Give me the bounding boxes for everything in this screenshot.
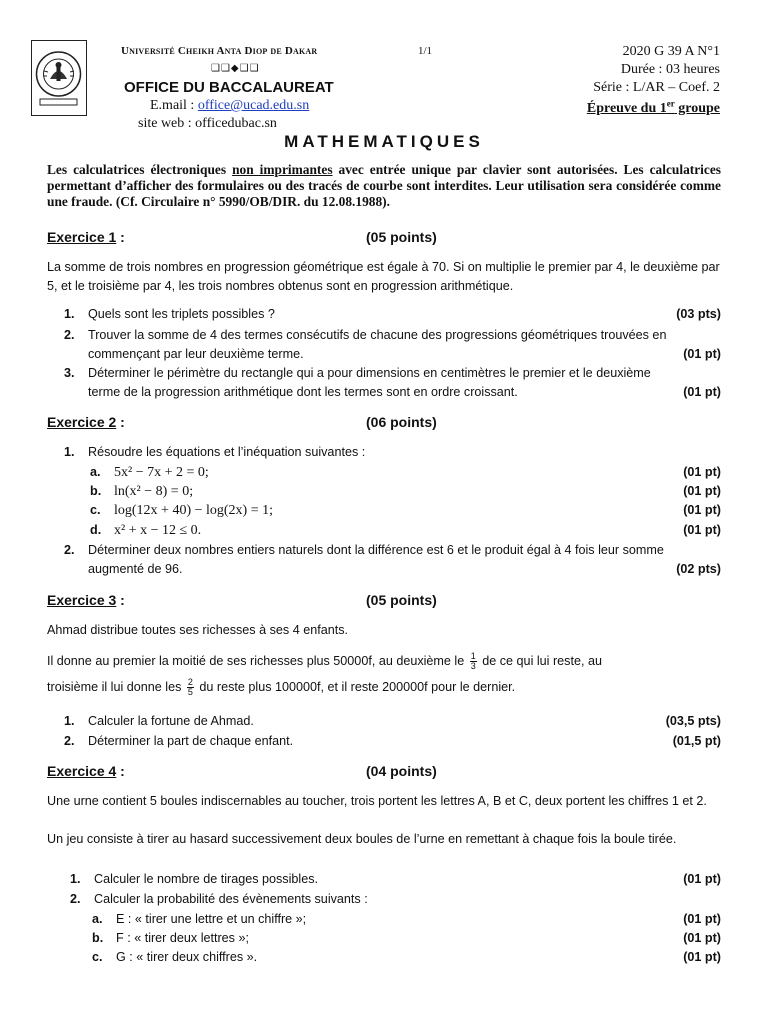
question-number: 3.: [64, 366, 75, 380]
sub-question-letter: a.: [92, 912, 103, 926]
question-points: (01 pt): [683, 385, 721, 399]
exercise-3-label: Exercice 3: [47, 592, 117, 608]
question-text: Calculer la fortune de Ahmad.: [88, 714, 254, 728]
question-points: (03,5 pts): [665, 714, 721, 728]
event-text: E : « tirer une lettre et un chiffre »;: [116, 912, 307, 926]
question-number: 2.: [64, 734, 75, 748]
question-number: 1.: [70, 872, 81, 886]
exercise-3-question-1: [64, 712, 721, 731]
exercise-2-colon: :: [116, 414, 125, 430]
exercise-3-points: (05 points): [366, 592, 437, 608]
exercise-1-colon: :: [116, 229, 125, 245]
fraction-denominator: 5: [187, 687, 193, 698]
ornament: ❑❑◆❑❑: [211, 63, 260, 74]
question-text: Trouver la somme de 4 des termes consécutifs de chacune des progressions géométriques trouvées en commençant par leur deuxième terme.: [88, 328, 667, 361]
sub-question-letter: b.: [92, 931, 104, 945]
exercise-4-sub-c: [92, 948, 721, 967]
exam-series: Série : L/AR – Coef. 2: [593, 80, 720, 95]
question-points: (01 pt): [683, 347, 721, 361]
question-points: (01 pt): [683, 872, 721, 886]
university-name: Université Cheikh Anta Diop de Dakar: [121, 45, 318, 57]
sub-question-points: (01 pt): [683, 484, 721, 498]
question-number: 1.: [64, 714, 75, 728]
intro-text: Il donne au premier la moitié de ses richesses plus 50000f, au deuxième le: [47, 654, 468, 668]
sub-question-points: (01 pt): [683, 503, 721, 517]
question-number: 2.: [70, 892, 81, 906]
question-number: 2.: [64, 328, 75, 342]
exercise-3-question-2: [64, 732, 721, 751]
epreuve-text: [586, 98, 720, 116]
fraction-one-third: [470, 652, 477, 671]
exercise-1-title: [47, 229, 125, 245]
sub-question-points: (01 pt): [683, 465, 721, 479]
question-text: Résoudre les équations et l’inéquation suivantes :: [88, 445, 366, 459]
intro-text: de ce qui lui reste, au: [478, 654, 602, 668]
equation: log(12x + 40) − log(2x) = 1;: [114, 503, 274, 518]
exercise-2-title: [47, 414, 125, 430]
exercise-3-intro-1: Ahmad distribue toutes ses richesses à ses 4 enfants.: [47, 623, 349, 637]
question-text: Quels sont les triplets possibles ?: [88, 307, 275, 321]
question-number: 1.: [64, 445, 75, 459]
sub-question-letter: c.: [90, 503, 101, 517]
exercise-4-intro-2: Un jeu consiste à tirer au hasard successivement deux boules de l’urne en remettant à chaque fois la boule tirée.: [47, 832, 677, 846]
page-number: 1/1: [418, 45, 433, 57]
exercise-1-label: Exercice 1: [47, 229, 117, 245]
sub-question-letter: a.: [90, 465, 101, 479]
equation: 5x² − 7x + 2 = 0;: [114, 465, 209, 480]
exercise-1-question-3: [64, 364, 721, 402]
exercise-4-question-1: [70, 870, 721, 889]
exercise-4-sub-a: [92, 910, 721, 929]
exercise-4-label: Exercice 4: [47, 763, 117, 779]
epreuve-pre: Épreuve du 1: [586, 100, 667, 116]
epreuve-post: groupe: [674, 100, 720, 116]
sub-question-points: (01 pt): [683, 523, 721, 537]
exam-duration: Durée : 03 heures: [620, 62, 720, 77]
fraction-numerator: 1: [470, 651, 476, 662]
email-link[interactable]: office@ucad.edu.sn: [197, 98, 310, 113]
page-title: MATHEMATIQUES: [284, 132, 484, 151]
exam-code: 2020 G 39 A N°1: [622, 44, 720, 59]
intro-text: du reste plus 100000f, et il reste 200000f pour le dernier.: [195, 680, 516, 694]
question-text: Déterminer le périmètre du rectangle qui a pour dimensions en centimètres le premier et le deuxième terme de la progression arithmétique dont les termes sont en ordre croissant.: [88, 366, 651, 399]
exercise-4-sub-b: [92, 929, 721, 948]
exercise-3-intro-3: [47, 678, 721, 697]
warning-part2: non imprimantes: [232, 162, 333, 177]
event-text: F : « tirer deux lettres »;: [116, 931, 249, 945]
exercise-4-title: [47, 763, 125, 779]
ucad-logo: [31, 40, 87, 116]
exercise-2-label: Exercice 2: [47, 414, 117, 430]
exam-epreuve: [587, 98, 720, 117]
equation: ln(x² − 8) = 0;: [114, 484, 194, 499]
ucad-seal-icon: [32, 41, 85, 114]
question-text: Calculer la probabilité des évènements suivants :: [94, 892, 368, 906]
question-points: (02 pts): [676, 562, 721, 576]
sub-question-letter: c.: [92, 950, 103, 964]
exercise-1-points: (05 points): [366, 229, 437, 245]
sub-question-points: (01 pt): [683, 950, 721, 964]
question-number: 1.: [64, 307, 75, 321]
exercise-2-sub-b: [90, 482, 721, 501]
exercise-2-points: (06 points): [366, 414, 437, 430]
exercise-3-colon: :: [116, 592, 125, 608]
exercise-1-question-2: [64, 326, 721, 364]
exercise-3-intro-2: [47, 652, 721, 671]
sub-question-points: (01 pt): [683, 912, 721, 926]
fraction-two-fifths: [187, 678, 194, 697]
exercise-2-sub-c: [90, 501, 721, 520]
fraction-numerator: 2: [187, 677, 193, 688]
exercise-1-intro: La somme de trois nombres en progression géométrique est égale à 70. Si on multiplie le premier par 4, le deuxième par 5, et le troisième par 4, les trois nombres obtenus sont en progression arithmétique.: [47, 260, 720, 293]
calculator-warning: [47, 162, 721, 210]
exercise-2-sub-d: [90, 521, 721, 540]
exercise-2-question-2: [64, 541, 721, 579]
warning-part1: Les calculatrices électroniques: [47, 162, 233, 177]
exercise-4-points: (04 points): [366, 763, 437, 779]
question-number: 2.: [64, 543, 75, 557]
exercise-4-colon: :: [116, 763, 125, 779]
epreuve-sup: er: [666, 98, 675, 108]
sub-question-letter: d.: [90, 523, 102, 537]
office-name: OFFICE DU BACCALAUREAT: [124, 79, 334, 96]
question-points: (01,5 pt): [672, 734, 721, 748]
exercise-1-question-1: [64, 305, 721, 324]
exercise-2-sub-a: [90, 463, 721, 482]
exercise-4-intro-1: Une urne contient 5 boules indiscernables au toucher, trois portent les lettres A, B et C, deux portent les chiffres 1 et 2.: [47, 794, 707, 808]
question-points: (03 pts): [676, 307, 721, 321]
website-line: site web : officedubac.sn: [138, 116, 277, 131]
question-text: Déterminer deux nombres entiers naturels dont la différence est 6 et le produit égal à 4 fois leur somme augmenté de 96.: [88, 543, 664, 576]
warning-part3: avec entrée unique par clavier sont autorisées. Les calculatrices permettant d’afficher des formulaires ou des tracés de courbe sont interdites. Leur utilisation sera considérée comme une fraude. (Cf. Circulaire n° 5990/OB/DIR. du 12.08.1988).: [47, 162, 721, 209]
question-text: Calculer le nombre de tirages possibles.: [94, 872, 319, 886]
email-label: E.mail :: [150, 98, 198, 113]
exercise-3-title: [47, 592, 125, 608]
inequation: x² + x − 12 ≤ 0.: [114, 523, 202, 538]
fraction-denominator: 3: [470, 661, 476, 672]
email-line: [150, 98, 309, 114]
sub-question-letter: b.: [90, 484, 102, 498]
question-text: Déterminer la part de chaque enfant.: [88, 734, 294, 748]
exercise-4-question-2: [70, 890, 721, 909]
exercise-2-question-1: [64, 443, 721, 462]
event-text: G : « tirer deux chiffres ».: [116, 950, 258, 964]
sub-question-points: (01 pt): [683, 931, 721, 945]
intro-text: troisième il lui donne les: [47, 680, 185, 694]
